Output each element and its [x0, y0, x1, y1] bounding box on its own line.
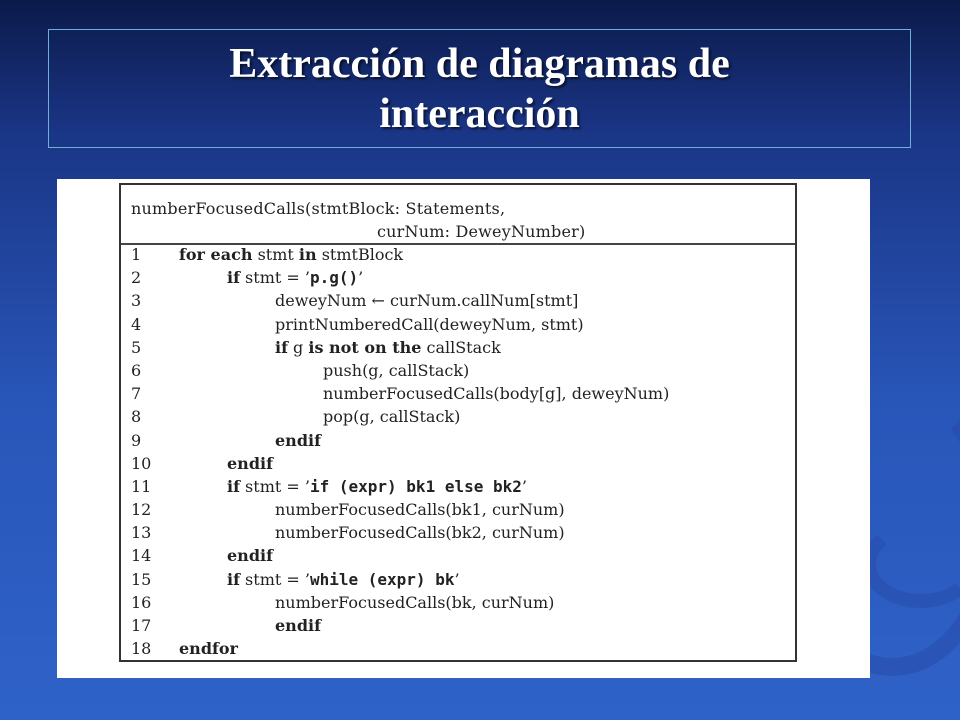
line-number: 15: [131, 569, 152, 589]
code-line: [131, 544, 785, 567]
code-line: [131, 452, 785, 475]
line-code: [227, 452, 273, 475]
code-text: printNumberedCall(deweyNum, stmt): [275, 314, 584, 334]
line-code: [323, 359, 469, 382]
code-line: [131, 637, 785, 660]
line-number: 5: [131, 337, 142, 357]
line-code: [227, 568, 460, 591]
code-text: ’: [521, 476, 527, 496]
slide-title: [48, 29, 911, 148]
line-number: 3: [131, 291, 142, 311]
code-line: [131, 243, 785, 266]
code-line: [131, 266, 785, 289]
signature-line-2: curNum: DeweyNumber): [377, 222, 586, 241]
line-code: [275, 521, 565, 544]
line-code: [275, 614, 321, 637]
line-number: 16: [131, 592, 152, 612]
keyword: is not on the: [308, 337, 422, 357]
code-line: [131, 591, 785, 614]
line-code: [275, 429, 321, 452]
code-text: numberFocusedCalls(bk1, curNum): [275, 500, 565, 520]
line-code: [179, 637, 238, 660]
keyword: endif: [275, 616, 321, 635]
code-text: stmt = ’: [239, 569, 310, 589]
code-literal: if (expr) bk1 else bk2: [309, 476, 522, 496]
code-text: g: [287, 337, 309, 357]
line-number: 13: [131, 523, 152, 543]
code-line: [131, 289, 785, 312]
line-number: 2: [131, 268, 142, 288]
code-literal: p.g(): [309, 268, 359, 288]
keyword: endif: [227, 546, 273, 566]
code-text: numberFocusedCalls(bk2, curNum): [275, 523, 565, 543]
code-line: [131, 313, 785, 336]
line-code: [227, 544, 273, 567]
keyword: if: [227, 569, 240, 589]
line-number: 11: [131, 476, 152, 496]
line-code: [275, 498, 565, 521]
keyword: if: [275, 337, 288, 357]
line-code: [323, 405, 460, 428]
code-literal: while (expr) bk: [309, 569, 455, 589]
code-line: [131, 405, 785, 428]
code-text: stmt = ’: [239, 476, 310, 496]
algorithm-box: [119, 183, 797, 662]
keyword: for each: [179, 245, 253, 264]
code-line: [131, 336, 785, 359]
line-number: 1: [131, 245, 142, 264]
line-code: [227, 266, 363, 289]
line-code: [275, 336, 501, 359]
algorithm-figure: [57, 179, 870, 678]
code-line: [131, 521, 785, 544]
line-number: 12: [131, 500, 152, 520]
code-text: numberFocusedCalls(body[g], deweyNum): [323, 384, 670, 404]
keyword: endfor: [179, 639, 238, 659]
line-number: 9: [131, 430, 142, 450]
line-number: 14: [131, 546, 152, 566]
line-number: 17: [131, 616, 152, 635]
line-number: 7: [131, 384, 142, 404]
code-text: push(g, callStack): [323, 360, 470, 380]
line-code: [275, 289, 578, 312]
code-text: stmt = ’: [239, 268, 310, 288]
code-text: ’: [454, 569, 460, 589]
line-number: 8: [131, 407, 142, 427]
line-number: 4: [131, 314, 142, 334]
code-line: [131, 475, 785, 498]
code-line: [131, 359, 785, 382]
code-text: stmt: [252, 245, 299, 264]
line-number: 10: [131, 453, 152, 473]
code-text: ’: [358, 268, 364, 288]
code-text: pop(g, callStack): [323, 407, 461, 427]
code-text: deweyNum ← curNum.callNum[stmt]: [275, 291, 579, 311]
keyword: endif: [227, 453, 273, 473]
signature-line-1: numberFocusedCalls(stmtBlock: Statements,: [131, 199, 506, 218]
line-code: [323, 382, 669, 405]
keyword: if: [227, 476, 240, 496]
line-code: [179, 243, 403, 266]
title-line-1: Extracción de diagramas de: [229, 40, 730, 87]
keyword: endif: [275, 430, 321, 450]
code-text: callStack: [421, 337, 501, 357]
code-line: [131, 429, 785, 452]
code-line: [131, 568, 785, 591]
code-line: [131, 382, 785, 405]
code-line: [131, 498, 785, 521]
code-line: [131, 614, 785, 637]
line-code: [227, 475, 527, 498]
title-line-2: interacción: [379, 90, 580, 137]
line-code: [275, 313, 584, 336]
line-number: 18: [131, 639, 152, 659]
code-text: stmtBlock: [316, 245, 404, 264]
code-lines: [131, 243, 785, 660]
line-code: [275, 591, 554, 614]
keyword: if: [227, 268, 240, 288]
keyword: in: [298, 245, 317, 264]
function-signature: [131, 197, 585, 243]
code-text: numberFocusedCalls(bk, curNum): [275, 592, 555, 612]
line-number: 6: [131, 360, 142, 380]
